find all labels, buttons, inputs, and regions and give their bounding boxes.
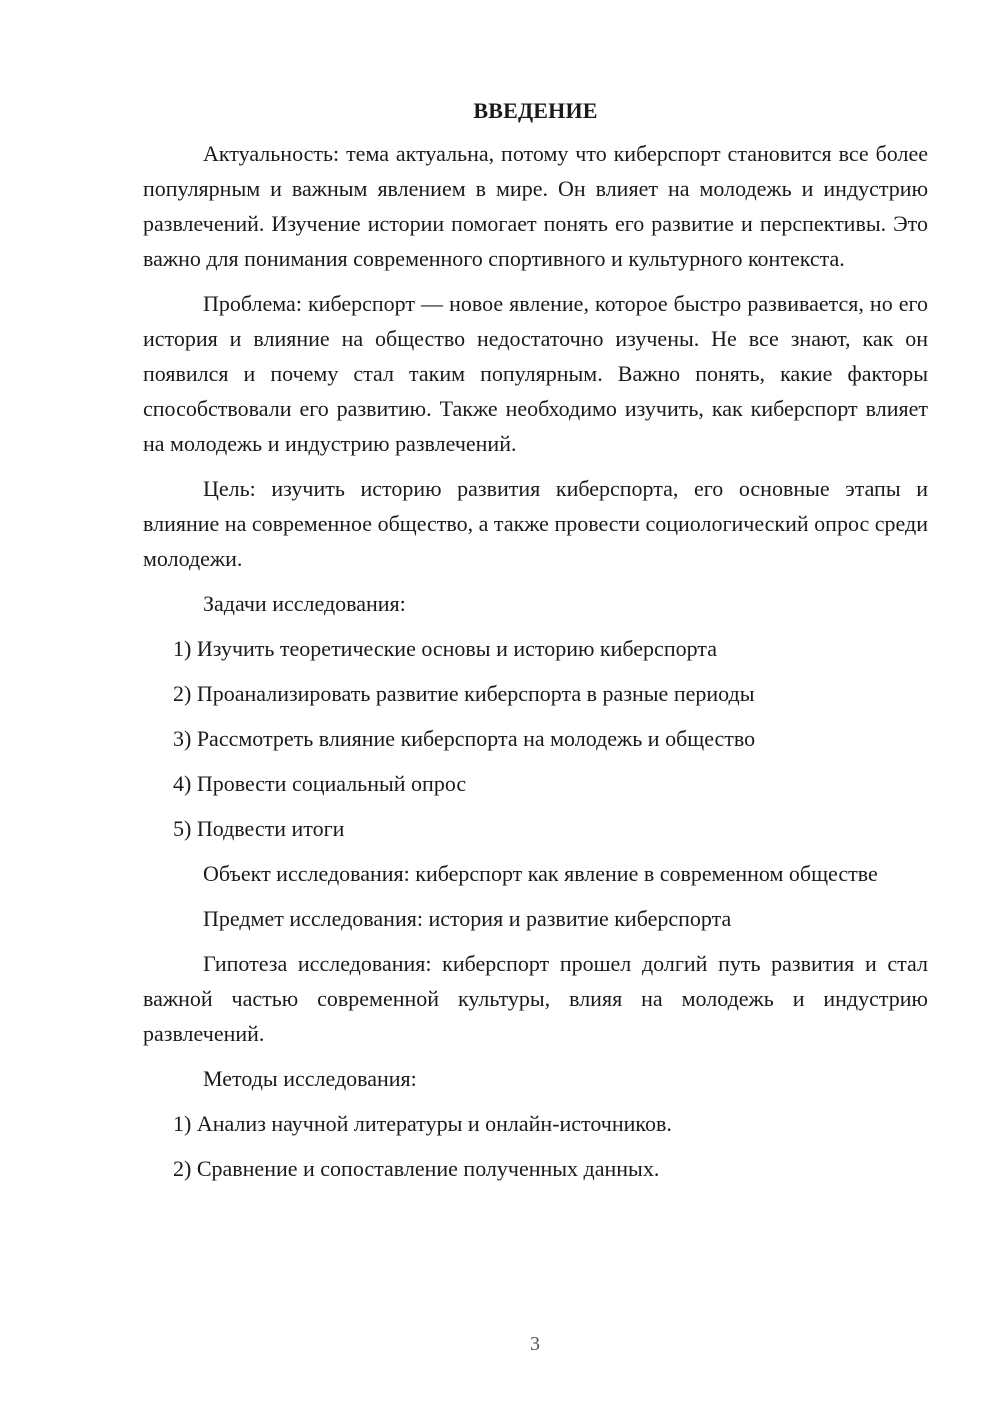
list-item: 2) Проанализировать развитие киберспорта в разные периоды: [173, 681, 755, 706]
list-item: 5) Подвести итоги: [173, 816, 345, 841]
page-content: [143, 96, 928, 1196]
object-paragraph: Объект исследования: киберспорт как явление в современном обществе: [203, 861, 878, 886]
page-number: 3: [530, 1333, 540, 1355]
tasks-list: [143, 631, 928, 846]
section-title: ВВЕДЕНИЕ: [473, 98, 598, 123]
methods-list: [143, 1106, 928, 1186]
subject-paragraph: Предмет исследования: история и развитие киберспорта: [203, 906, 732, 931]
methods-heading: Методы исследования:: [203, 1066, 417, 1091]
tasks-heading: Задачи исследования:: [203, 591, 406, 616]
relevance-paragraph: Актуальность: тема актуальна, потому что киберспорт становится все более популярным и важным явлением в мире. Он влияет на молодежь и индустрию развлечений. Изучение истории помогает понять его развитие и перспективы. Это важно для понимания современного спортивного и культурного контекста.: [143, 141, 928, 271]
hypothesis-paragraph: Гипотеза исследования: киберспорт прошел долгий путь развития и стал важной частью современной культуры, влияя на молодежь и индустрию развлечений.: [143, 951, 928, 1046]
list-item: 4) Провести социальный опрос: [173, 771, 467, 796]
list-item: 2) Сравнение и сопоставление полученных данных.: [173, 1156, 660, 1181]
list-item: 1) Анализ научной литературы и онлайн-источников.: [173, 1111, 672, 1136]
list-item: 1) Изучить теоретические основы и историю киберспорта: [173, 636, 717, 661]
problem-paragraph: Проблема: киберспорт — новое явление, которое быстро развивается, но его история и влияние на общество недостаточно изучены. Не все знают, как он появился и почему стал таким популярным. Важно понять, какие факторы способствовали его развитию. Также необходимо изучить, как киберспорт влияет на молодежь и индустрию развлечений.: [143, 291, 928, 456]
list-item: 3) Рассмотреть влияние киберспорта на молодежь и общество: [173, 726, 756, 751]
goal-paragraph: Цель: изучить историю развития киберспорта, его основные этапы и влияние на современное общество, а также провести социологический опрос среди молодежи.: [143, 476, 928, 571]
